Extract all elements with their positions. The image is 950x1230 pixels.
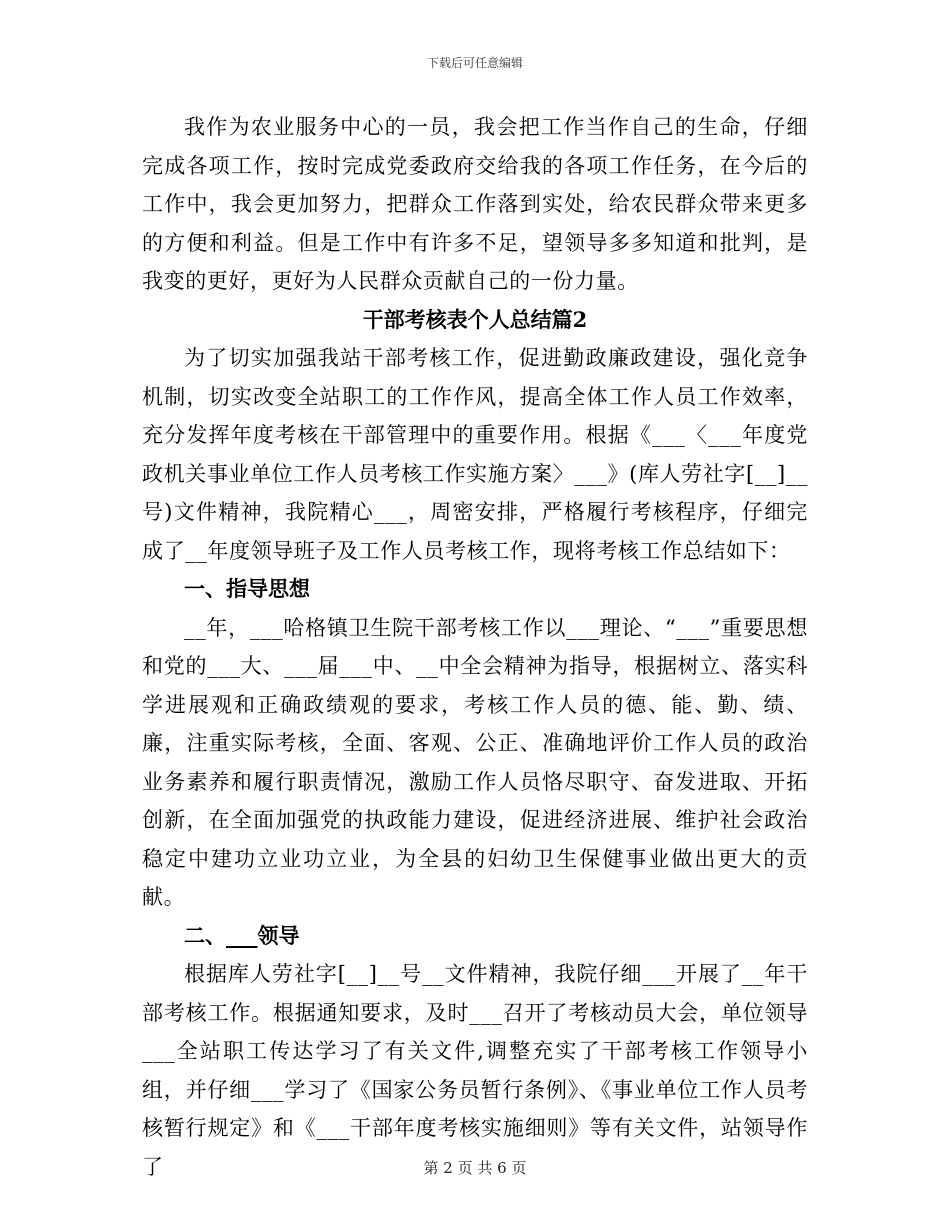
- paragraph-guiding-ideology: __年，___哈格镇卫生院干部考核工作以___理论、“___”重要思想和党的___大、___届___中、__中全会精神为指导，根据树立、落实科学进展观和正确政绩观的要求，考核工作人员的德、能、勤、绩、廉，注重实际考核，全面、客观、公正、准确地评价工作人员的政治业务素养和履行职责情况，激励工作人员恪尽职守、奋发进取、开拓创新，在全面加强党的执政能力建设，促进经济进展、维护社会政治稳定中建功立业功立业，为全县的妇幼卫生保健事业做出更大的贡献。: [142, 615, 808, 909]
- heading-guiding-ideology: 一、指导思想: [184, 576, 310, 601]
- heading-leadership: 二、___领导: [184, 922, 300, 948]
- section-title: 干部考核表个人总结篇2: [362, 306, 588, 332]
- page-header: 下载后可任意编辑: [426, 56, 523, 70]
- paragraph-intro: 我作为农业服务中心的一员，我会把工作当作自己的生命，仔细完成各项工作，按时完成党委政府交给我的各项工作任务，在今后的工作中，我会更加努力，把群众工作落到实处，给农民群众带来更多的方便和利益。但是工作中有许多不足，望领导多多知道和批判，是我变的更好，更好为人民群众贡献自己的一份力量。: [142, 115, 808, 293]
- document-body: [142, 108, 808, 1186]
- page-number: 第 2 页 共 6 页: [423, 1159, 527, 1177]
- paragraph-purpose: 为了切实加强我站干部考核工作，促进勤政廉政建设，强化竞争机制，切实改变全站职工的工作作风，提高全体工作人员工作效率，充分发挥年度考核在干部管理中的重要作用。根据《___〈___年度党政机关事业单位工作人员考核工作实施方案〉___》(库人劳社字[__]__号)文件精神，我院精心___，周密安排，严格履行考核程序，仔细完成了__年度领导班子及工作人员考核工作，现将考核工作总结如下：: [142, 346, 808, 563]
- paragraph-leadership: 根据库人劳社字[__]__号__文件精神，我院仔细___开展了__年干部考核工作。根据通知要求，及时___召开了考核动员大会，单位领导___全站职工传达学习了有关文件,调整充实了干部考核工作领导小组，并仔细___学习了《国家公务员暂行条例》、《事业单位工作人员考核暂行规定》和《___干部年度考核实施细则》等有关文件，站领导作了: [142, 962, 808, 1179]
